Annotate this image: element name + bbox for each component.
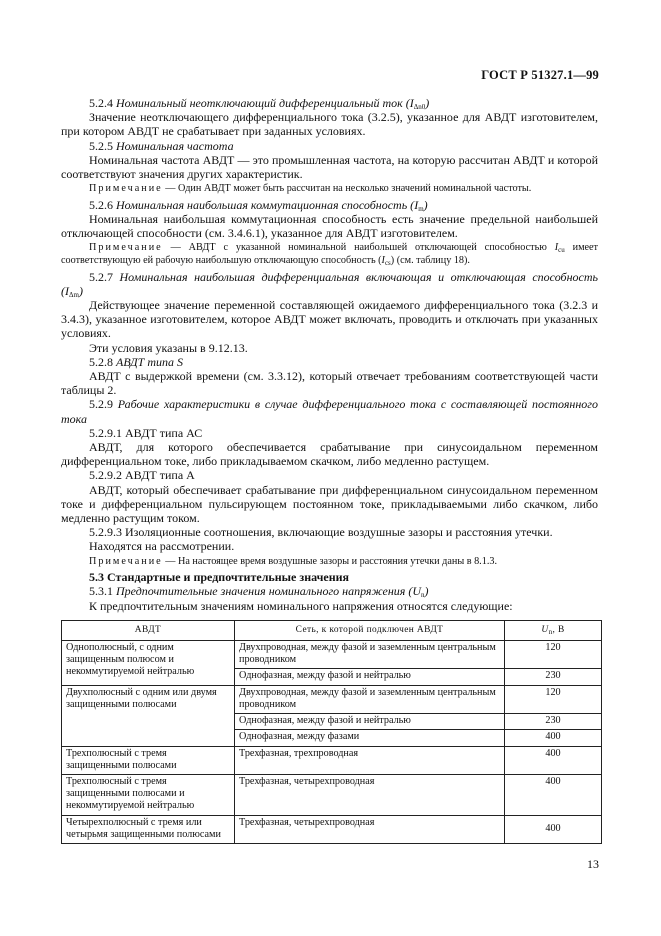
paragraph-5-2-7b: Эти условия указаны в 9.12.13. bbox=[89, 340, 248, 355]
note-frequency: Примечание — Один АВДТ может быть рассчитан на несколько значений номинальной частоты. bbox=[89, 183, 532, 195]
device-cell: Двухполюсный с одним или двумя защищенными полюсами bbox=[62, 685, 235, 746]
paragraph-5-2-9-2: АВДТ, который обеспечивает срабатывание при дифференциальном синусоидальном переменном токе и дифференциальном пульсирующем постоянном токе, прикладываемыми либо скачком, либо медленно растущим током. bbox=[61, 482, 598, 526]
document-body bbox=[61, 96, 598, 844]
table-row bbox=[62, 641, 602, 669]
network-cell: Двухпроводная, между фазой и заземленным центральным проводником bbox=[235, 641, 505, 669]
heading-5-3: 5.3 Стандартные и предпочтительные значения bbox=[89, 570, 350, 585]
heading-5-2-7: 5.2.7 Номинальная наибольшая дифференциальная включающая и отключающая способность $(I_{\Delta m})$ bbox=[61, 269, 598, 299]
table-row bbox=[62, 746, 602, 774]
voltage-cell: 230 bbox=[505, 714, 602, 730]
table-row bbox=[62, 685, 602, 713]
voltage-cell: 230 bbox=[505, 669, 602, 685]
paragraph-5-2-9-1: АВДТ, для которого обеспечивается срабатывание при синусоидальном переменном дифференциальном токе, либо прикладываемом скачком, либо медленно растущем. bbox=[61, 440, 598, 469]
voltage-table bbox=[61, 620, 602, 844]
header-device: АВДТ bbox=[62, 620, 235, 640]
voltage-cell: 400 bbox=[505, 774, 602, 815]
network-cell: Трехфазная, четырехпроводная bbox=[235, 815, 505, 843]
paragraph-5-2-9-3: Находятся на рассмотрении. bbox=[89, 539, 235, 554]
network-cell: Трехфазная, трехпроводная bbox=[235, 746, 505, 774]
note-breaking-capacity: Примечание — АВДТ с указанной номинальной наибольшей отключающей способностью $I_{cu}$ имеет соответствующую ей рабочую наибольшую отключающую способность $(I_{cs})$ (см. таблицу 18). bbox=[61, 242, 599, 268]
header-voltage: $U_n$, В bbox=[505, 620, 602, 640]
paragraph-5-2-5: Номинальная частота АВДТ — это промышленная частота, на которую рассчитан АВДТ и которой соответствуют значения других характеристик. bbox=[61, 152, 598, 182]
voltage-cell: 400 bbox=[505, 746, 602, 774]
note-clearances: Примечание — На настоящее время воздушные зазоры и расстояния утечки даны в 8.1.3. bbox=[89, 555, 498, 567]
heading-5-2-9-1: 5.2.9.1 АВДТ типа АС bbox=[89, 425, 203, 440]
paragraph-5-2-8: АВДТ с выдержкой времени (см. 3.3.12), который отвечает требованиям соответствующей части таблицы 2. bbox=[61, 369, 598, 398]
heading-5-2-9: 5.2.9 Рабочие характеристики в случае дифференциального тока с составляющей постоянного тока bbox=[61, 397, 598, 426]
device-cell: Однополюсный, с одним защищенным полюсом и некоммутируемой нейтралью bbox=[62, 641, 235, 686]
device-cell: Трехполюсный с тремя защищенными полюсами bbox=[62, 746, 235, 774]
network-cell: Трехфазная, четырехпроводная bbox=[235, 774, 505, 815]
voltage-cell: 400 bbox=[505, 815, 602, 843]
table-row bbox=[62, 774, 602, 815]
table-header-row bbox=[62, 620, 602, 640]
standard-designation: ГОСТ Р 51327.1—99 bbox=[481, 68, 599, 82]
table-row bbox=[62, 815, 602, 843]
voltage-cell: 120 bbox=[505, 685, 602, 713]
voltage-cell: 400 bbox=[505, 730, 602, 746]
paragraph-5-3-1: К предпочтительным значениям номинального напряжения относятся следующие: bbox=[89, 598, 513, 613]
heading-5-2-6: 5.2.6 Номинальная наибольшая коммутационная способность $(I_m)$ bbox=[89, 197, 428, 213]
heading-5-2-9-2: 5.2.9.2 АВДТ типа А bbox=[89, 468, 195, 483]
device-cell: Четырехполюсный с тремя или четырьмя защищенными полюсами bbox=[62, 815, 235, 843]
paragraph-5-2-7a: Действующее значение переменной составляющей ожидаемого дифференциального тока (3.2.3 и 3.4.3), указанное изготовителем, которое АВДТ может включать, проводить и отключать при указанных условиях. bbox=[61, 298, 598, 341]
paragraph-5-2-4: Значение неотключающего дифференциального тока (3.2.5), указанное для АВДТ изготовителем, при котором АВДТ не срабатывает при заданных условиях. bbox=[61, 110, 598, 139]
network-cell: Однофазная, между фазой и нейтралью bbox=[235, 669, 505, 685]
network-cell: Однофазная, между фазой и нейтралью bbox=[235, 714, 505, 730]
heading-5-3-1: 5.3.1 Предпочтительные значения номинального напряжения $(U_n)$ bbox=[89, 584, 429, 600]
paragraph-5-2-6: Номинальная наибольшая коммутационная способность есть значение предельной наибольшей отключающей способности (см. 3.4.6.1), указанное для АВДТ изготовителем. bbox=[61, 212, 598, 241]
voltage-cell: 120 bbox=[505, 641, 602, 669]
network-cell: Двухпроводная, между фазой и заземленным центральным проводником bbox=[235, 685, 505, 713]
heading-5-2-4: 5.2.4 Номинальный неотключающий дифференциальный ток $(I_{\Delta n0})$ bbox=[89, 96, 430, 111]
page-number: 13 bbox=[587, 857, 599, 871]
device-cell: Трехполюсный с тремя защищенными полюсами и некоммутируемой нейтралью bbox=[62, 774, 235, 815]
heading-5-2-5: 5.2.5 Номинальная частота bbox=[89, 138, 234, 153]
heading-5-2-8: 5.2.8 АВДТ типа S bbox=[89, 354, 183, 369]
network-cell: Однофазная, между фазами bbox=[235, 730, 505, 746]
heading-5-2-9-3: 5.2.9.3 Изоляционные соотношения, включающие воздушные зазоры и расстояния утечки. bbox=[89, 525, 553, 540]
header-network: Сеть, к которой подключен АВДТ bbox=[235, 620, 505, 640]
